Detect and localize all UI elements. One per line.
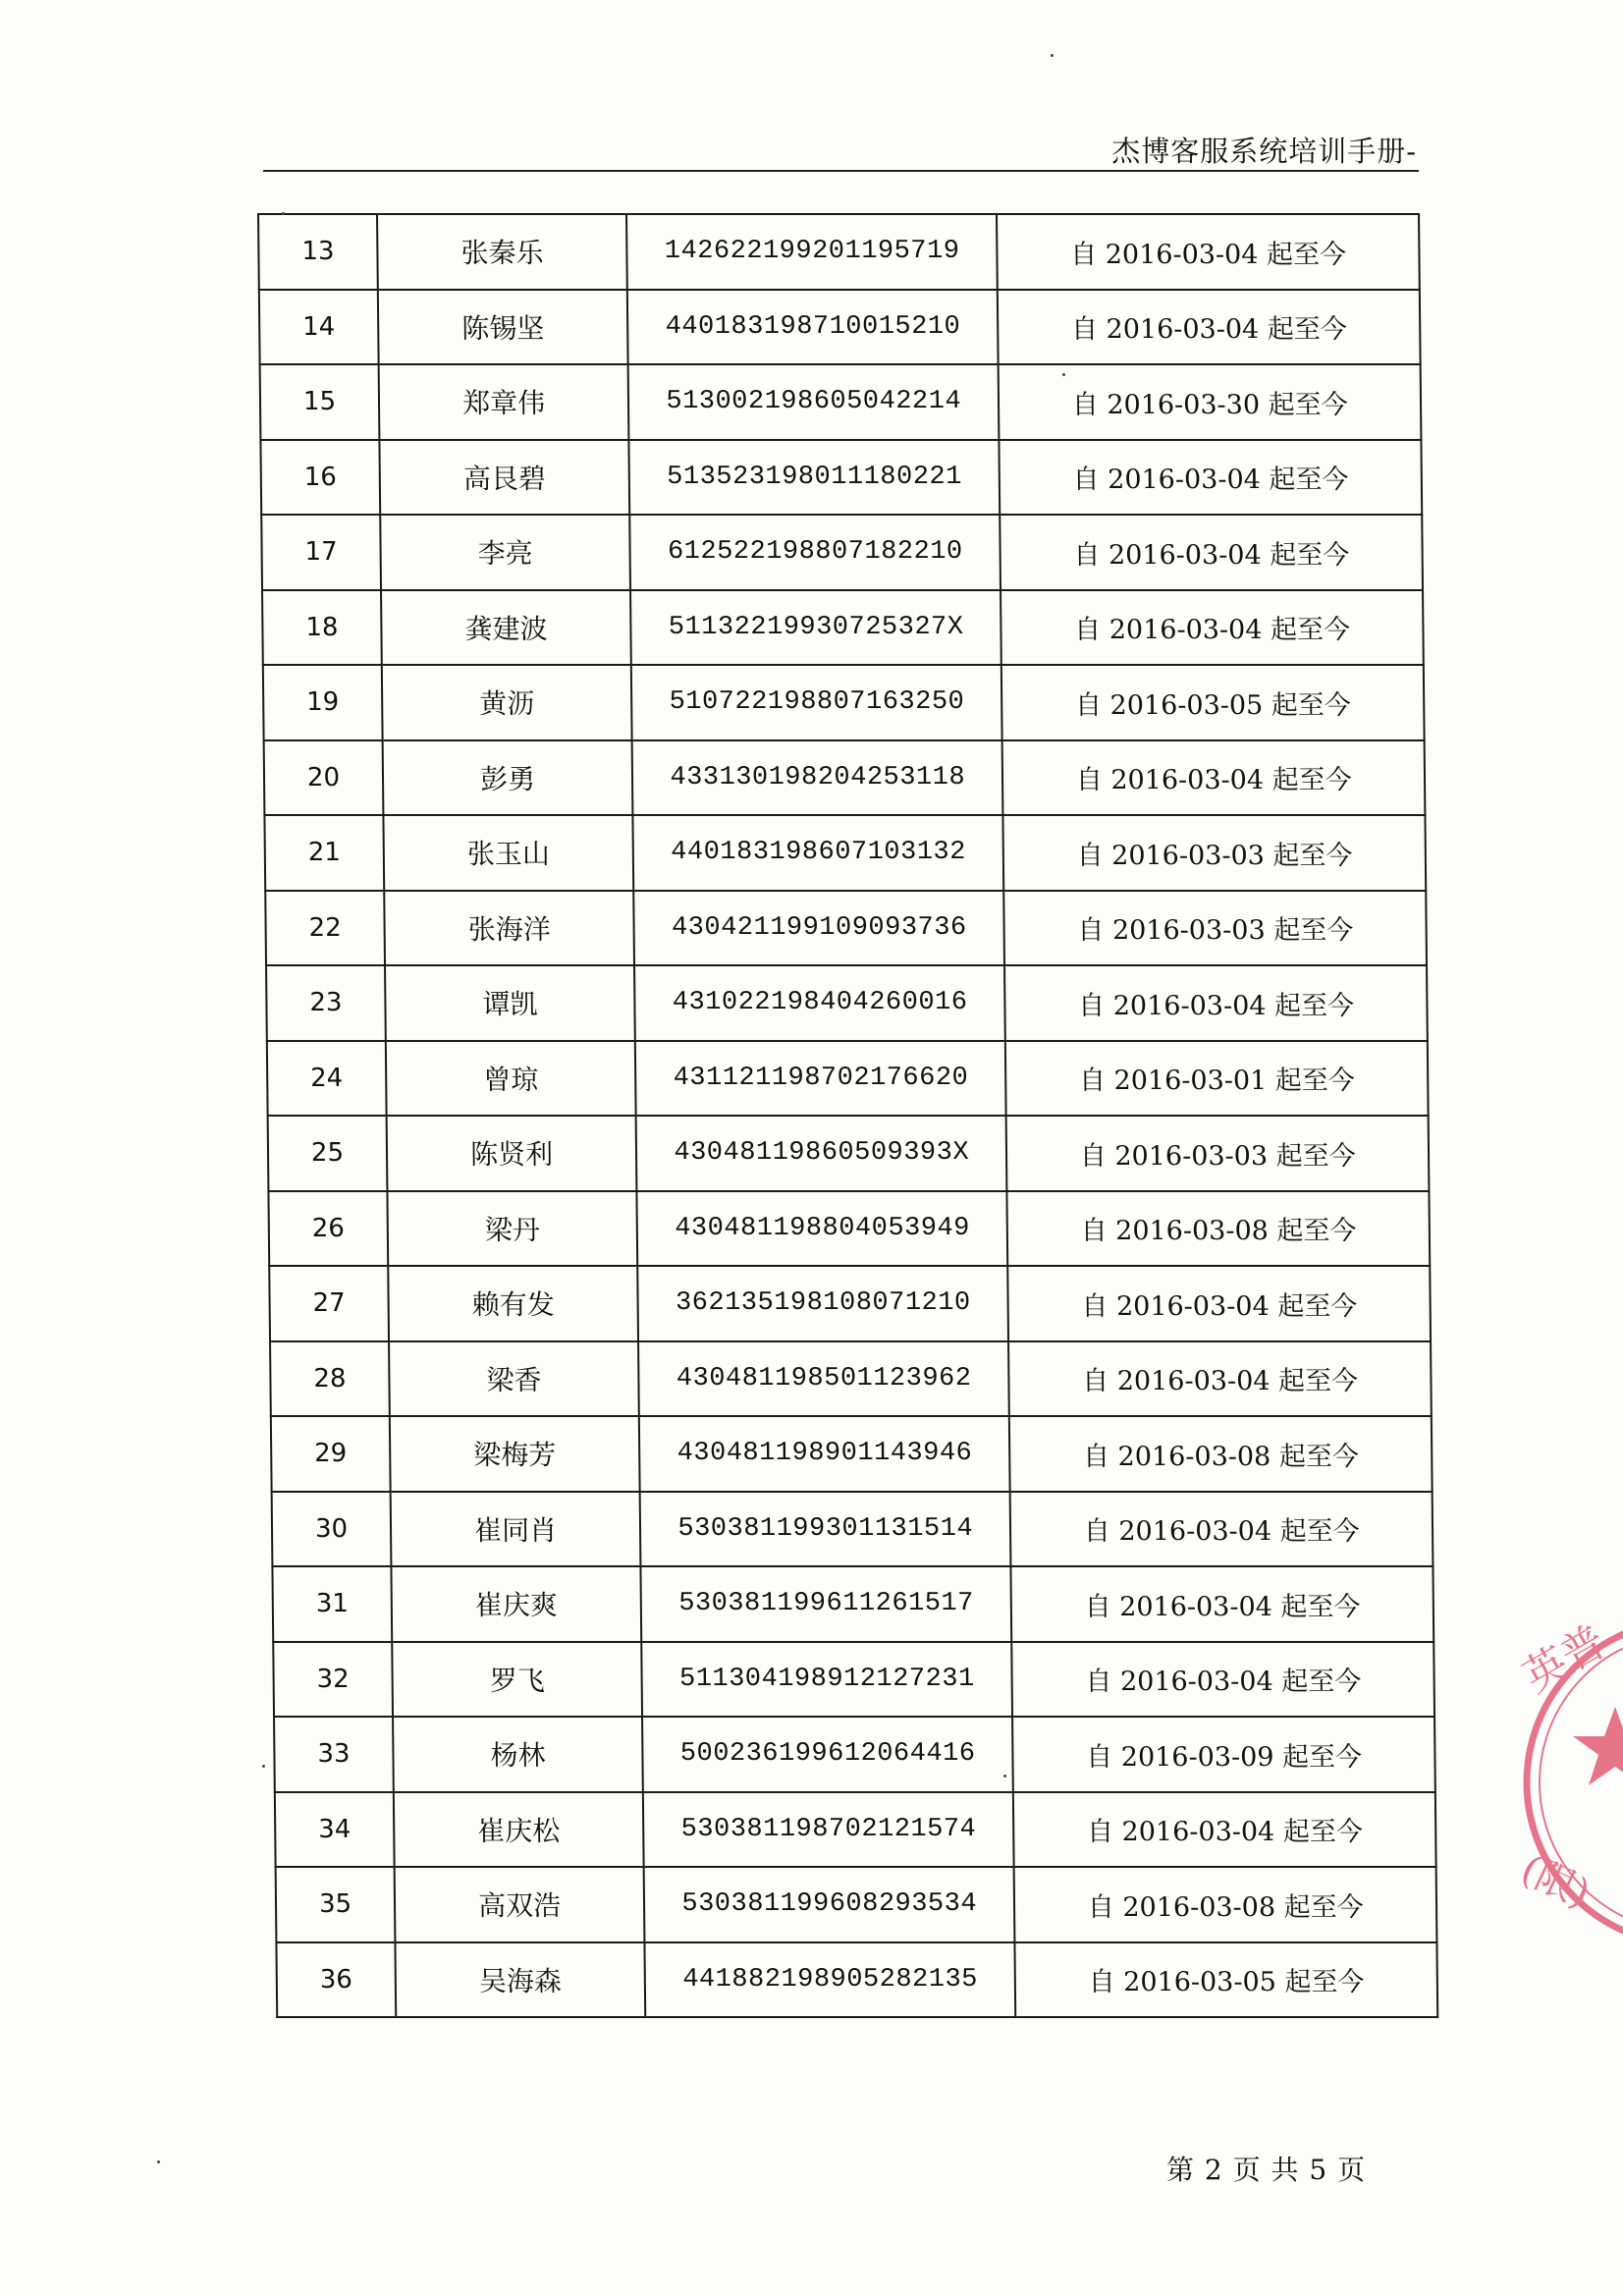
id-number: 530381199608293534 — [644, 1867, 1015, 1942]
service-period: 自 2016-03-08 起至今 — [1007, 1191, 1430, 1267]
id-number: 510722198807163250 — [631, 665, 1002, 740]
service-period: 自 2016-03-04 起至今 — [1013, 1792, 1435, 1868]
table-row — [272, 1566, 1434, 1642]
service-period: 自 2016-03-09 起至今 — [1012, 1717, 1434, 1792]
service-period: 自 2016-03-04 起至今 — [1011, 1566, 1434, 1642]
row-number: 21 — [264, 815, 384, 891]
table-row — [275, 1792, 1436, 1868]
table-row — [272, 1492, 1434, 1567]
row-number: 29 — [271, 1416, 391, 1492]
employee-name: 杨林 — [393, 1717, 643, 1792]
employee-name: 吴海森 — [395, 1942, 645, 2018]
seal-partial-text-bottom: (限) — [1514, 1846, 1597, 1918]
employee-name: 罗飞 — [392, 1642, 642, 1718]
row-number: 35 — [276, 1867, 396, 1942]
row-number: 16 — [260, 440, 380, 516]
seal-star-icon — [1573, 1707, 1623, 1785]
table-row — [264, 740, 1426, 816]
roster-table-body — [258, 214, 1437, 2017]
table-row — [263, 665, 1425, 740]
employee-name: 崔庆松 — [394, 1792, 644, 1868]
row-number: 17 — [261, 515, 381, 590]
service-period: 自 2016-03-04 起至今 — [1001, 590, 1423, 666]
employee-name: 高艮碧 — [379, 440, 629, 516]
document-header-title: 杰博客服系统培训手册- — [1111, 135, 1417, 168]
id-number: 511304198912127231 — [641, 1642, 1012, 1718]
row-number: 23 — [266, 965, 386, 1041]
row-number: 19 — [263, 665, 383, 740]
id-number: 430481198804053949 — [637, 1191, 1008, 1267]
table-row — [262, 590, 1424, 666]
table-row — [260, 364, 1422, 440]
employee-name: 谭凯 — [385, 965, 635, 1041]
row-number: 14 — [259, 290, 379, 365]
row-number: 13 — [258, 214, 378, 290]
row-number: 31 — [272, 1566, 392, 1642]
service-period: 自 2016-03-04 起至今 — [997, 214, 1419, 290]
id-number: 431022198404260016 — [634, 965, 1005, 1041]
service-period: 自 2016-03-03 起至今 — [1004, 891, 1427, 966]
seal-partial-text-top: 英普 — [1514, 1615, 1615, 1703]
table-row — [271, 1416, 1433, 1492]
scan-speck — [1003, 1775, 1006, 1777]
id-number: 440183198710015210 — [627, 290, 999, 365]
service-period: 自 2016-03-04 起至今 — [1008, 1266, 1431, 1341]
scan-speck — [157, 2160, 160, 2163]
table-row — [267, 1041, 1429, 1117]
employee-name: 郑章伟 — [379, 364, 629, 440]
scan-speck — [1051, 54, 1054, 57]
table-row — [276, 1942, 1437, 2018]
row-number: 32 — [273, 1642, 393, 1718]
id-number: 530381199301131514 — [640, 1492, 1011, 1567]
id-number: 500236199612064416 — [642, 1717, 1013, 1792]
service-period: 自 2016-03-03 起至今 — [1006, 1116, 1429, 1191]
service-period: 自 2016-03-04 起至今 — [1010, 1492, 1433, 1567]
id-number: 612522198807182210 — [629, 515, 1001, 590]
employee-name: 张秦乐 — [377, 214, 627, 290]
service-period: 自 2016-03-04 起至今 — [1000, 440, 1422, 516]
page-number-footer: 第 2 页 共 5 页 — [1166, 2154, 1367, 2186]
row-number: 28 — [270, 1341, 390, 1417]
employee-name: 赖有发 — [388, 1266, 638, 1341]
id-number: 430421199109093736 — [633, 891, 1004, 966]
row-number: 36 — [276, 1942, 396, 2018]
id-number: 51132219930725327X — [630, 590, 1001, 666]
employee-name: 李亮 — [380, 515, 630, 590]
id-number: 530381199611261517 — [641, 1566, 1012, 1642]
service-period: 自 2016-03-03 起至今 — [1003, 815, 1426, 891]
scan-speck — [1062, 373, 1065, 376]
id-number: 430481198501123962 — [638, 1341, 1009, 1417]
table-row — [264, 815, 1426, 891]
employee-roster-table — [257, 213, 1438, 2018]
table-row — [268, 1116, 1430, 1191]
employee-name: 龚建波 — [381, 590, 631, 666]
table-row — [276, 1867, 1437, 1942]
employee-name: 梁梅芳 — [390, 1416, 640, 1492]
row-number: 33 — [274, 1717, 394, 1792]
row-number: 26 — [268, 1191, 388, 1267]
service-period: 自 2016-03-04 起至今 — [998, 290, 1420, 365]
row-number: 15 — [260, 364, 380, 440]
employee-name: 陈锡坚 — [378, 290, 628, 365]
employee-name: 彭勇 — [383, 740, 633, 816]
id-number: 431121198702176620 — [635, 1041, 1006, 1117]
employee-name: 张海洋 — [384, 891, 634, 966]
service-period: 自 2016-03-04 起至今 — [1012, 1642, 1434, 1718]
employee-name: 黄沥 — [382, 665, 632, 740]
service-period: 自 2016-03-08 起至今 — [1009, 1416, 1432, 1492]
table-row — [258, 214, 1420, 290]
id-number: 43048119860509393X — [636, 1116, 1007, 1191]
service-period: 自 2016-03-05 起至今 — [1001, 665, 1424, 740]
table-row — [266, 965, 1428, 1041]
table-row — [268, 1191, 1430, 1267]
row-number: 18 — [262, 590, 382, 666]
table-row — [274, 1717, 1435, 1792]
id-number: 441882198905282135 — [645, 1942, 1016, 2018]
row-number: 20 — [264, 740, 384, 816]
id-number: 530381198702121574 — [643, 1792, 1014, 1868]
id-number: 142622199201195719 — [626, 214, 998, 290]
service-period: 自 2016-03-01 起至今 — [1005, 1041, 1428, 1117]
scan-speck — [282, 212, 285, 215]
id-number: 362135198108071210 — [637, 1266, 1008, 1341]
service-period: 自 2016-03-04 起至今 — [1001, 515, 1423, 590]
id-number: 513523198011180221 — [629, 440, 1001, 516]
employee-name: 梁丹 — [387, 1191, 637, 1267]
id-number: 433130198204253118 — [632, 740, 1003, 816]
row-number: 24 — [267, 1041, 387, 1117]
employee-name: 崔同肖 — [391, 1492, 641, 1567]
scan-speck — [262, 1765, 265, 1768]
service-period: 自 2016-03-04 起至今 — [1004, 965, 1427, 1041]
employee-name: 高双浩 — [395, 1867, 645, 1942]
employee-name: 崔庆爽 — [391, 1566, 641, 1642]
employee-name: 陈贤利 — [387, 1116, 637, 1191]
service-period: 自 2016-03-04 起至今 — [1008, 1341, 1431, 1417]
table-row — [265, 891, 1427, 966]
employee-name: 张玉山 — [383, 815, 633, 891]
table-row — [270, 1341, 1432, 1417]
service-period: 自 2016-03-04 起至今 — [1002, 740, 1425, 816]
company-seal — [1507, 1601, 1623, 1964]
row-number: 27 — [269, 1266, 389, 1341]
id-number: 513002198605042214 — [628, 364, 1000, 440]
row-number: 25 — [268, 1116, 388, 1191]
table-row — [273, 1642, 1434, 1718]
id-number: 430481198901143946 — [639, 1416, 1010, 1492]
table-row — [269, 1266, 1431, 1341]
service-period: 自 2016-03-05 起至今 — [1015, 1942, 1437, 2018]
service-period: 自 2016-03-08 起至今 — [1014, 1867, 1436, 1942]
employee-name: 曾琼 — [386, 1041, 636, 1117]
id-number: 440183198607103132 — [633, 815, 1004, 891]
row-number: 30 — [272, 1492, 392, 1567]
employee-name: 梁香 — [389, 1341, 639, 1417]
row-number: 22 — [265, 891, 385, 966]
service-period: 自 2016-03-30 起至今 — [999, 364, 1421, 440]
table-row — [261, 515, 1423, 590]
row-number: 34 — [275, 1792, 395, 1868]
table-row — [259, 290, 1421, 365]
header-rule — [263, 170, 1419, 172]
table-row — [260, 440, 1422, 516]
